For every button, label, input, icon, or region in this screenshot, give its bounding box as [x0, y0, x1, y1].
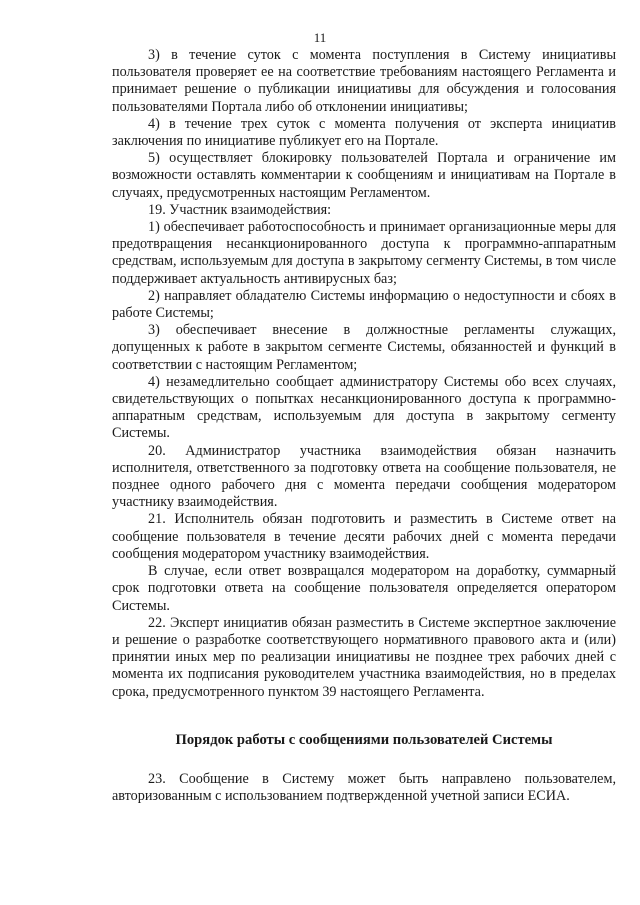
paragraph: 19. Участник взаимодействия:	[148, 201, 332, 218]
paragraph: 21. Исполнитель обязан подготовить и разместить в Системе ответ на сообщение пользователя в течение десяти рабочих дней с момента передачи сообщения модератором участнику взаимодействия.	[112, 511, 616, 562]
paragraph: 2) направляет обладателю Системы информацию о недоступности и сбоях в работе Системы;	[112, 287, 616, 322]
section-heading: Порядок работы с сообщениями пользователей Системы	[175, 731, 553, 748]
paragraph: 4) в течение трех суток с момента получения от эксперта инициатив заключения по инициативе публикует его на Портале.	[112, 115, 616, 150]
paragraph: В случае, если ответ возвращался модератором на доработку, суммарный срок подготовки ответа на сообщение пользователя определяется оператором Системы.	[112, 563, 616, 614]
paragraph: 1) обеспечивает работоспособность и принимает организационные меры для предотвращения несанкционированного доступа к программно-аппаратным средствам, используемым для доступа в закрытому сегменту Системы, в том числе поддерживает актуальность антивирусных баз;	[112, 219, 616, 287]
page-number: 11	[313, 30, 327, 45]
paragraph: 23. Сообщение в Систему может быть направлено пользователем, авторизованным с использованием подтвержденной учетной записи ЕСИА.	[112, 770, 616, 805]
paragraph: 20. Администратор участника взаимодействия обязан назначить исполнителя, ответственного за подготовку ответа на сообщение пользователя, не позднее одного рабочего дня с момента передачи сообщения модератором участнику взаимодействия.	[112, 442, 616, 511]
paragraph: 4) незамедлительно сообщает администратору Системы обо всех случаях, свидетельствующих о попытках несанкционированного доступа к программно-аппаратным средствам, используемым для доступа в закрытому сегменту Системы.	[112, 373, 616, 442]
paragraph: 3) в течение суток с момента поступления в Систему инициативы пользователя проверяет ее на соответствие требованиям настоящего Регламента и принимает решение о публикации инициативы для обсуждения и голосования пользователями Портала либо об отклонении инициативы;	[112, 47, 616, 115]
paragraph: 22. Эксперт инициатив обязан разместить в Системе экспертное заключение и решение о разработке соответствующего нормативного правового акта и (или) принятии иных мер по реализации инициативы не позднее трех рабочих дней с момента их подписания руководителем участника взаимодействия, но в пределах срока, предусмотренного пунктом 39 настоящего Регламента.	[112, 614, 616, 700]
document-body	[112, 47, 616, 805]
paragraph: 5) осуществляет блокировку пользователей Портала и ограничение им возможности оставлять комментарии к сообщениям и инициативам на Портале в случаях, предусмотренных настоящим Регламентом.	[112, 150, 616, 201]
paragraph: 3) обеспечивает внесение в должностные регламенты служащих, допущенных к работе в закрытом сегменте Системы, обязанностей и функций в соответствии с настоящим Регламентом;	[112, 322, 616, 373]
